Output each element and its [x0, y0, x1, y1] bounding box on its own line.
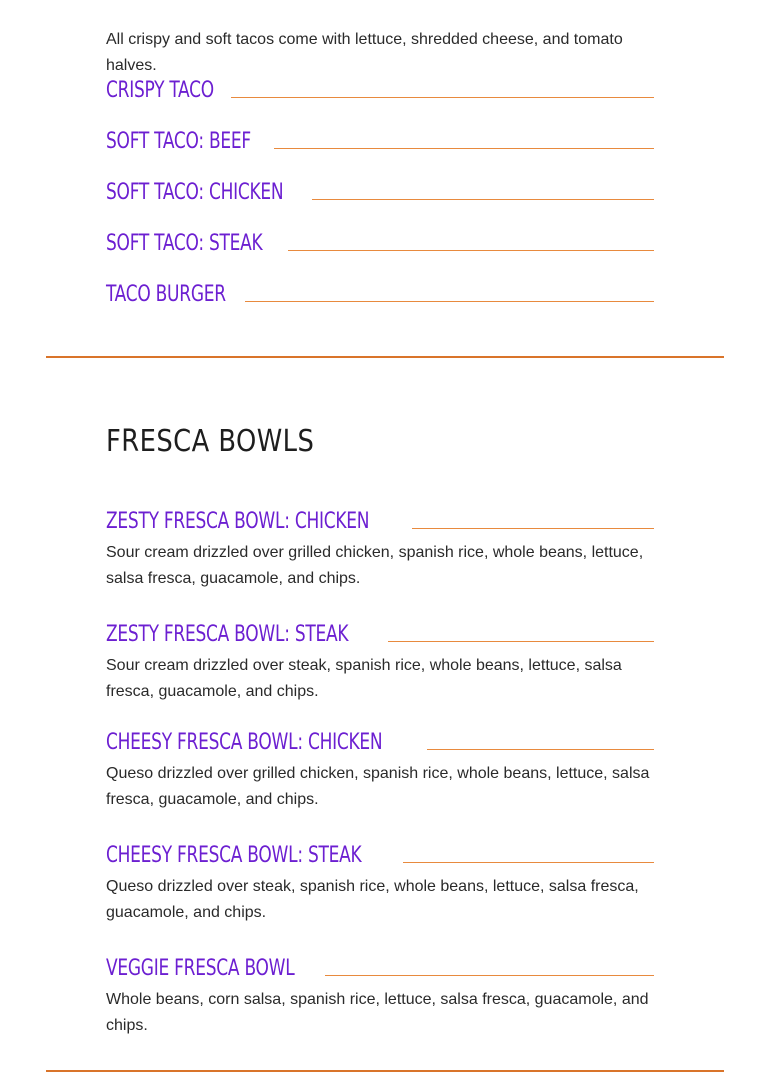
- menu-item-title: ZESTY FRESCA BOWL: STEAK: [106, 622, 349, 647]
- item-divider: [288, 250, 654, 251]
- item-divider: [274, 148, 654, 149]
- section-divider: [46, 356, 724, 358]
- item-divider: [312, 199, 654, 200]
- item-divider: [245, 301, 654, 302]
- menu-item-title: ZESTY FRESCA BOWL: CHICKEN: [106, 509, 370, 534]
- item-divider: [388, 641, 654, 642]
- menu-item-soft-taco-chicken: [106, 174, 654, 208]
- menu-item-cheesy-fresca-bowl-chicken: [106, 724, 654, 758]
- menu-item-veggie-fresca-bowl: [106, 950, 654, 984]
- menu-item-title: TACO BURGER: [106, 282, 226, 307]
- item-divider: [403, 862, 654, 863]
- menu-item-title: CHEESY FRESCA BOWL: STEAK: [106, 843, 362, 868]
- menu-item-title: VEGGIE FRESCA BOWL: [106, 956, 295, 981]
- section-title: FRESCA BOWLS: [106, 424, 315, 459]
- menu-item-crispy-taco: [106, 72, 654, 106]
- menu-item-cheesy-fresca-bowl-steak: [106, 837, 654, 871]
- menu-item-description: Sour cream drizzled over steak, spanish rice, whole beans, lettuce, salsa fresca, guacamole, and chips.: [106, 657, 622, 700]
- menu-item-soft-taco-steak: [106, 225, 654, 259]
- section-divider: [46, 1070, 724, 1072]
- item-divider: [231, 97, 654, 98]
- item-divider: [412, 528, 654, 529]
- menu-item-title: SOFT TACO: CHICKEN: [106, 180, 284, 205]
- taco-section-intro: All crispy and soft tacos come with lettuce, shredded cheese, and tomato halves.: [106, 31, 623, 74]
- menu-item-description: Sour cream drizzled over grilled chicken, spanish rice, whole beans, lettuce, salsa fresca, guacamole, and chips.: [106, 544, 644, 587]
- menu-item-title: SOFT TACO: STEAK: [106, 231, 263, 256]
- menu-item-title: CRISPY TACO: [106, 78, 214, 103]
- menu-item-description: Queso drizzled over steak, spanish rice, whole beans, lettuce, salsa fresca, guacamole, and chips.: [106, 878, 639, 921]
- menu-item-title: CHEESY FRESCA BOWL: CHICKEN: [106, 730, 383, 755]
- menu-item-zesty-fresca-bowl-steak: [106, 616, 654, 650]
- menu-item-soft-taco-beef: [106, 123, 654, 157]
- menu-item-description: Queso drizzled over grilled chicken, spanish rice, whole beans, lettuce, salsa fresca, guacamole, and chips.: [106, 765, 650, 808]
- item-divider: [325, 975, 654, 976]
- menu-item-zesty-fresca-bowl-chicken: [106, 503, 654, 537]
- item-divider: [427, 749, 654, 750]
- menu-item-description: Whole beans, corn salsa, spanish rice, lettuce, salsa fresca, guacamole, and chips.: [106, 991, 649, 1034]
- menu-item-taco-burger: [106, 276, 654, 310]
- menu-item-title: SOFT TACO: BEEF: [106, 129, 251, 154]
